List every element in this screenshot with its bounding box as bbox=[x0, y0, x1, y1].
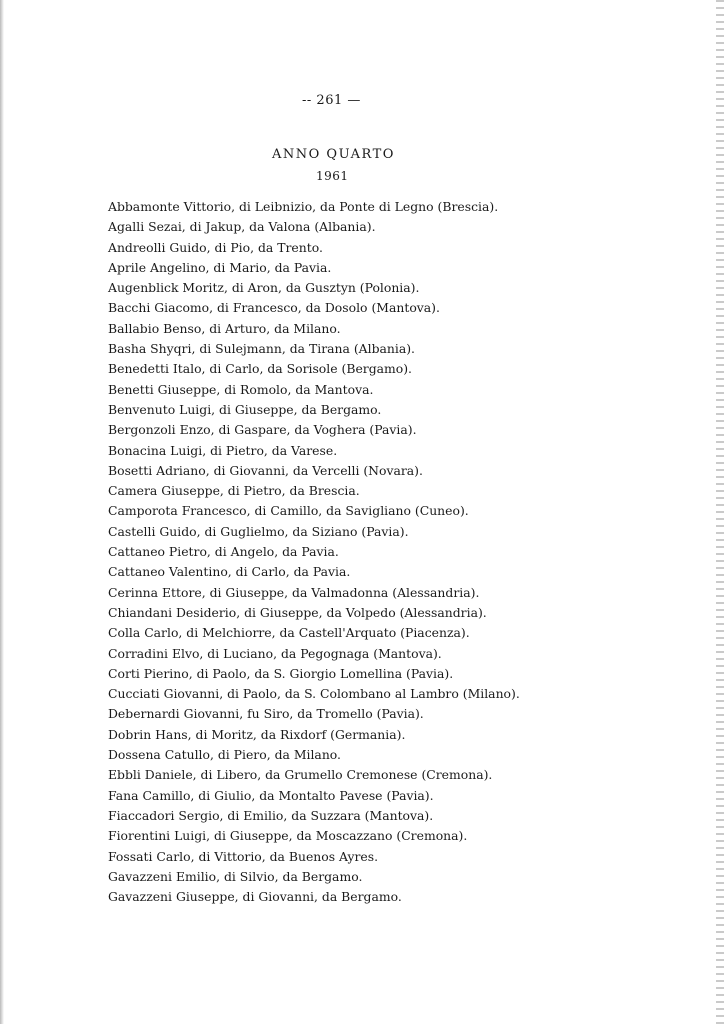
list-item: Corti Pierino, di Paolo, da S. Giorgio Lomellina (Pavia). bbox=[108, 665, 454, 681]
list-item: Cerinna Ettore, di Giuseppe, da Valmadonna (Alessandria). bbox=[108, 584, 480, 600]
section-year: 1961 bbox=[316, 169, 349, 183]
page-number: -- 261 — bbox=[302, 93, 361, 108]
list-item: Cattaneo Valentino, di Carlo, da Pavia. bbox=[108, 564, 351, 580]
list-item: Fiorentini Luigi, di Giuseppe, da Moscazzano (Cremona). bbox=[108, 828, 468, 844]
list-item: Ballabio Benso, di Arturo, da Milano. bbox=[108, 320, 341, 336]
list-item: Dobrin Hans, di Moritz, da Rixdorf (Germania). bbox=[108, 726, 406, 742]
list-item: Aprile Angelino, di Mario, da Pavia. bbox=[108, 259, 332, 275]
list-item: Augenblick Moritz, di Aron, da Gusztyn (Polonia). bbox=[108, 280, 420, 296]
list-item: Fiaccadori Sergio, di Emilio, da Suzzara (Mantova). bbox=[108, 807, 434, 823]
list-item: Agalli Sezai, di Jakup, da Valona (Albania). bbox=[108, 219, 376, 235]
list-item: Bonacina Luigi, di Pietro, da Varese. bbox=[108, 442, 338, 458]
list-item: Debernardi Giovanni, fu Siro, da Tromello (Pavia). bbox=[108, 706, 424, 722]
list-item: Cucciati Giovanni, di Paolo, da S. Colombano al Lambro (Milano). bbox=[108, 686, 520, 702]
section-heading: ANNO QUARTO bbox=[272, 147, 395, 162]
list-item: Bergonzoli Enzo, di Gaspare, da Voghera (Pavia). bbox=[108, 422, 417, 438]
list-item: Bacchi Giacomo, di Francesco, da Dosolo (Mantova). bbox=[108, 300, 440, 316]
list-item: Gavazzeni Emilio, di Silvio, da Bergamo. bbox=[108, 868, 363, 884]
list-item: Colla Carlo, di Melchiorre, da Castell'Arquato (Piacenza). bbox=[108, 625, 470, 641]
binding-shadow bbox=[0, 0, 4, 1024]
list-item: Dossena Catullo, di Piero, da Milano. bbox=[108, 747, 341, 763]
list-item: Abbamonte Vittorio, di Leibnizio, da Ponte di Legno (Brescia). bbox=[108, 199, 499, 214]
list-item: Fana Camillo, di Giulio, da Montalto Pavese (Pavia). bbox=[108, 787, 434, 803]
list-item: Benvenuto Luigi, di Giuseppe, da Bergamo. bbox=[108, 401, 382, 417]
list-item: Basha Shyqri, di Sulejmann, da Tirana (Albania). bbox=[108, 341, 416, 357]
scan-edge-marks bbox=[716, 0, 724, 1024]
student-list bbox=[108, 197, 628, 907]
list-item: Fossati Carlo, di Vittorio, da Buenos Ayres. bbox=[108, 848, 379, 864]
list-item: Gavazzeni Giuseppe, di Giovanni, da Bergamo. bbox=[108, 889, 402, 905]
list-item: Ebbli Daniele, di Libero, da Grumello Cremonese (Cremona). bbox=[108, 767, 493, 783]
list-item: Corradini Elvo, di Luciano, da Pegognaga (Mantova). bbox=[108, 645, 442, 661]
list-item: Bosetti Adriano, di Giovanni, da Vercelli (Novara). bbox=[108, 462, 423, 478]
list-item: Castelli Guido, di Guglielmo, da Siziano (Pavia). bbox=[108, 523, 409, 539]
list-item: Cattaneo Pietro, di Angelo, da Pavia. bbox=[108, 544, 339, 560]
list-item: Andreolli Guido, di Pio, da Trento. bbox=[108, 239, 323, 255]
list-item: Benetti Giuseppe, di Romolo, da Mantova. bbox=[108, 381, 374, 397]
list-item: Chiandani Desiderio, di Giuseppe, da Volpedo (Alessandria). bbox=[108, 604, 487, 620]
list-item: Camporota Francesco, di Camillo, da Savigliano (Cuneo). bbox=[108, 503, 469, 519]
list-item: Benedetti Italo, di Carlo, da Sorisole (Bergamo). bbox=[108, 361, 413, 377]
list-item: Camera Giuseppe, di Pietro, da Brescia. bbox=[108, 483, 360, 499]
